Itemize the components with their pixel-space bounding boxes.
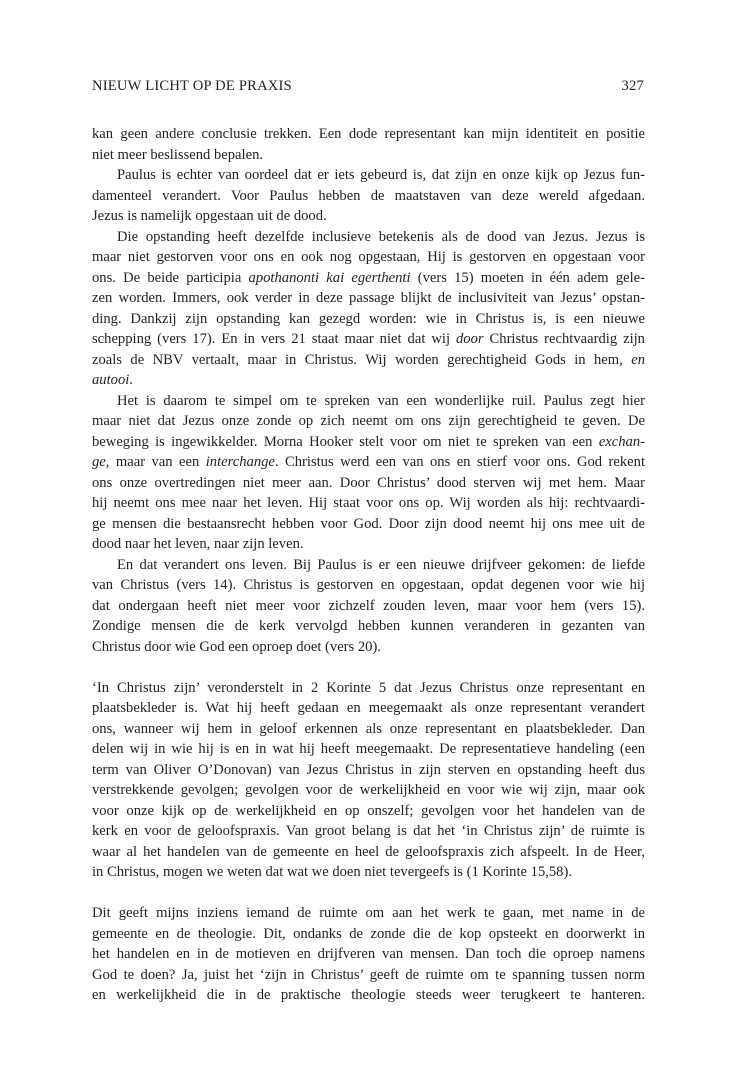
paragraph-7-line: en werkelijkheid die in de praktische theologie steeds weer terugkeert te hanteren. xyxy=(92,987,645,1003)
paragraph-7-line: gemeente en de theologie. Dit, ondanks de zonde die de kop opsteekt en doorwerkt in xyxy=(92,925,645,942)
paragraph-4-line: hij neemt ons mee naar het leven. Hij staat voor ons op. Wij worden als hij: rechtvaardi- xyxy=(92,495,645,511)
paragraph-5-line: En dat verandert ons leven. Bij Paulus is er een nieuwe drijfveer gekomen: de liefde xyxy=(117,556,645,573)
paragraph-6-line: waar al het handelen van de gemeente en heel de geloofspraxis zich afspeelt. In de Heer, xyxy=(92,843,645,860)
text-run: (vers 15) moeten in één adem gele- xyxy=(410,269,645,286)
text-run: . Christus werd een van ons en stierf voor ons. God rekent xyxy=(274,454,645,470)
text-run: beweging is ingewikkelder. Morna Hooker stelt voor om niet te spreken van een xyxy=(92,433,599,450)
paragraph-5-line: van Christus (vers 14). Christus is gestorven en opgestaan, opdat degenen voor wie hij xyxy=(92,577,645,593)
section-gap xyxy=(92,883,645,904)
paragraph-6-line: term van Oliver O’Donovan) van Jezus Christus in zijn sterven en opstanding heeft dus xyxy=(92,761,645,778)
paragraph-4-line: ge mensen die bestaansrecht hebben voor God. Door zijn dood neemt hij ons mee uit de xyxy=(92,515,645,532)
paragraph-7-line: God te doen? Ja, juist het ‘zijn in Christus’ geeft de ruimte om te spanning tussen norm xyxy=(92,966,645,983)
paragraph-6-line: ons, wanneer wij hem in geloof erkennen als onze representant en plaatsbekleder. Dan xyxy=(92,720,645,737)
paragraph-3-line: ding. Dankzij zijn opstanding kan gezegd worden: wie in Christus is, is een nieuwe xyxy=(92,310,645,327)
paragraph-6-line: delen wij in wie hij is en in wat hij heeft meegemaakt. De representatieve handeling (een xyxy=(92,741,645,757)
paragraph-7-line: Dit geeft mijns inziens iemand de ruimte om aan het werk te gaan, met name in de xyxy=(92,905,645,921)
paragraph-1-line: niet meer beslissend bepalen. xyxy=(92,146,264,163)
running-title: NIEUW LICHT OP DE PRAXIS xyxy=(92,78,292,94)
paragraph-6-line: verstrekkende gevolgen; gevolgen voor de werkelijkheid en voor wie wij zijn, maar ook xyxy=(92,782,645,798)
running-head xyxy=(92,78,644,98)
italic-term: ge xyxy=(92,454,106,470)
text-run: schepping (vers 17). En in vers 21 staat maar niet dat wij xyxy=(92,331,456,347)
page-number: 327 xyxy=(621,78,644,94)
paragraph-3-line: zen worden. Immers, ook verder in deze passage blijkt de inclusiviteit van Jezus’ opstan- xyxy=(92,290,645,306)
paragraph-3-line xyxy=(92,350,645,371)
paragraph-3-line: maar niet gestorven voor ons en ook nog opgestaan, Hij is gestorven en opgestaan voor xyxy=(92,249,645,265)
paragraph-3-line xyxy=(92,329,645,350)
paragraph-3-line xyxy=(92,268,645,289)
paragraph-4-line: Het is daarom te simpel om te spreken van een wonderlijke ruil. Paulus zegt hier xyxy=(117,392,645,409)
italic-term: interchange xyxy=(205,454,275,470)
paragraph-4-line: dood naar het leven, naar zijn leven. xyxy=(92,536,304,552)
paragraph-5-line: dat ondergaan heeft niet meer voor zichzelf zouden leven, maar voor hem (vers 15). xyxy=(92,597,645,614)
paragraph-6-line: in Christus, mogen we weten dat wat we doen niet tevergeefs is (1 Korinte 15,58). xyxy=(92,864,572,880)
italic-term: en xyxy=(631,351,645,368)
paragraph-7-line: het handelen en in de motieven en drijfveren van mensen. Dan toch die oproep namens xyxy=(92,946,645,962)
text-run: zoals de NBV vertaalt, maar in Christus. Wij worden gerechtigheid Gods in hem, xyxy=(92,351,632,368)
paragraph-4-line: maar niet dat Jezus onze zonde op zich neemt om ons zijn gerechtigheid te geven. De xyxy=(92,413,645,429)
text-run: ons. De beide participia xyxy=(92,269,249,286)
paragraph-5-line: Zondige mensen die de kerk vervolgd hebben kunnen veranderen in gezanten van xyxy=(92,618,645,634)
paragraph-1-line: kan geen andere conclusie trekken. Een dode representant kan mijn identiteit en positie xyxy=(92,126,645,142)
body-text xyxy=(92,124,645,1006)
paragraph-4-line xyxy=(92,432,645,453)
text-run: , maar van een xyxy=(105,454,206,470)
italic-term: autooi xyxy=(92,372,130,388)
paragraph-6-line: plaatsbekleder is. Wat hij heeft gedaan en meegemaakt als onze representant verandert xyxy=(92,700,645,716)
text-run: . xyxy=(129,372,133,388)
paragraph-6-line: ‘In Christus zijn’ veronderstelt in 2 Korinte 5 dat Jezus Christus onze representant en xyxy=(92,679,645,696)
italic-term: apothanonti kai egerthenti xyxy=(248,269,411,286)
text-run: Christus rechtvaardig zijn xyxy=(483,331,645,347)
paragraph-2-line: Jezus is namelijk opgestaan uit de dood. xyxy=(92,208,327,224)
paragraph-5-line: Christus door wie God een oproep doet (vers 20). xyxy=(92,638,381,655)
paragraph-3-line: Die opstanding heeft dezelfde inclusieve betekenis als de dood van Jezus. Jezus is xyxy=(117,228,645,245)
italic-term: door xyxy=(455,331,484,347)
italic-term: exchan- xyxy=(598,433,645,450)
paragraph-6-line: kerk en voor de geloofspraxis. Van groot belang is dat het ‘in Christus zijn’ de ruimte is xyxy=(92,823,645,839)
paragraph-2-line: Paulus is echter van oordeel dat er iets gebeurd is, dat zijn en onze kijk op Jezus fun- xyxy=(117,167,645,183)
paragraph-6-line: voor onze kijk op de werkelijkheid en op onszelf; gevolgen voor het handelen van de xyxy=(92,802,645,819)
paragraph-4-line: ons onze overtredingen niet meer aan. Door Christus’ dood sterven wij met hem. Maar xyxy=(92,474,645,491)
paragraph-2-line: damenteel verandert. Voor Paulus hebben de maatstaven van deze wereld afgedaan. xyxy=(92,187,645,204)
paragraph-3-line xyxy=(92,370,645,391)
section-gap xyxy=(92,657,645,678)
paragraph-4-line xyxy=(92,452,645,473)
